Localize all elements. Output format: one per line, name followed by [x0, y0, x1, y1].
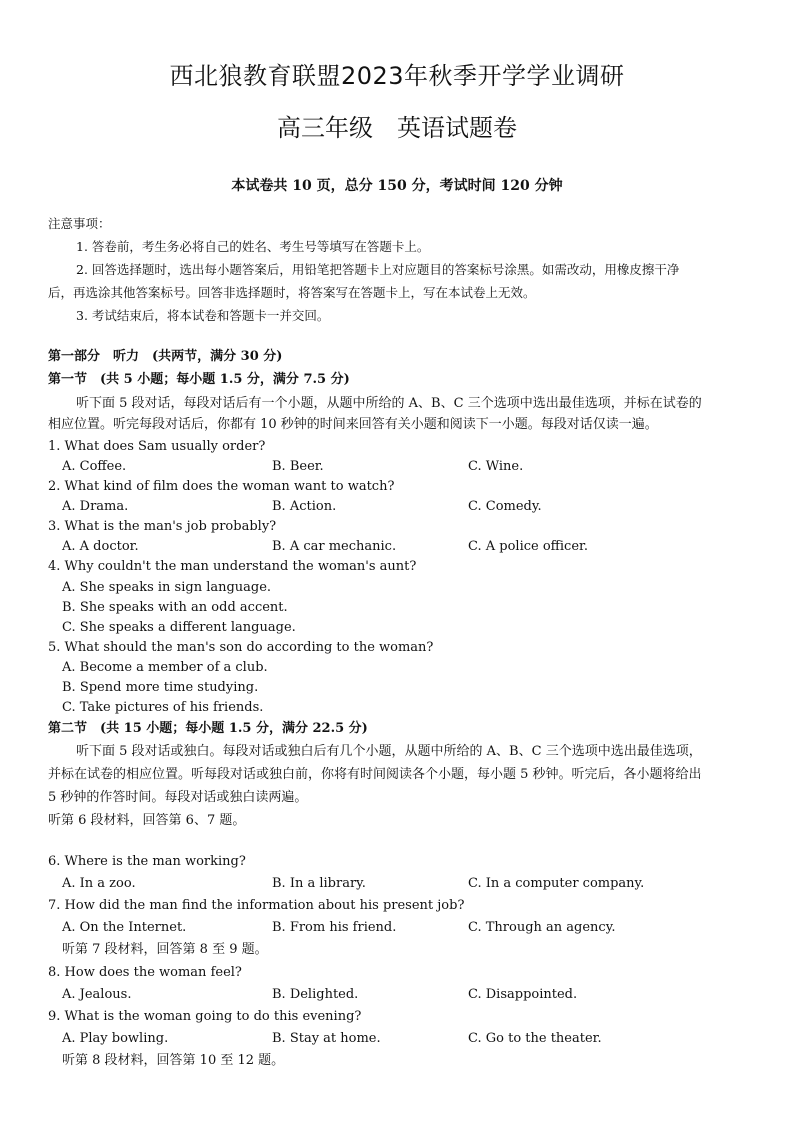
option-b: B. From his friend.	[272, 920, 397, 935]
section2-instructions: 听下面 5 段对话或独白。每段对话或独白后有几个小题，从题中所给的 A、B、C 三个选项中选出最佳选项，	[76, 744, 702, 759]
section1-heading: 第一节 (共 5 小题；每小题 1.5 分，满分 7.5 分)	[48, 372, 350, 387]
option-b: B. Delighted.	[272, 987, 359, 1002]
option-b: B. She speaks with an odd accent.	[62, 600, 288, 615]
option-c: C. Wine.	[468, 459, 524, 474]
option-a: A. On the Internet.	[62, 920, 187, 935]
option-c: C. She speaks a different language.	[62, 620, 296, 635]
question-stem: 9. What is the woman going to do this evening?	[48, 1009, 362, 1024]
question-stem: 3. What is the man's job probably?	[48, 519, 277, 534]
option-c: C. Go to the theater.	[468, 1031, 602, 1046]
option-b: B. Spend more time studying.	[62, 680, 259, 695]
option-a: A. In a zoo.	[62, 876, 136, 891]
option-b: B. A car mechanic.	[272, 539, 397, 554]
exam-grade-subject: 高三年级 英语试题卷	[277, 114, 517, 142]
option-b: B. Action.	[272, 499, 337, 514]
material-note: 听第 7 段材料，回答第 8 至 9 题。	[62, 942, 268, 957]
exam-title: 西北狼教育联盟2023年秋季开学学业调研	[169, 62, 625, 90]
option-c: C. Disappointed.	[468, 987, 578, 1002]
section1-instructions: 听下面 5 段对话，每段对话后有一个小题，从题中所给的 A、B、C 三个选项中选出最佳选项，并标在试卷的	[76, 396, 702, 411]
option-a: A. Coffee.	[62, 459, 127, 474]
question-stem: 5. What should the man's son do according to the woman?	[48, 640, 434, 655]
question-stem: 4. Why couldn't the man understand the woman's aunt?	[48, 559, 417, 574]
notes-item: 2. 回答选择题时，选出每小题答案后，用铅笔把答题卡上对应题目的答案标号涂黑。如需改动，用橡皮擦干净	[76, 262, 680, 277]
question-stem: 7. How did the man find the information about his present job?	[48, 898, 465, 913]
notes-heading: 注意事项：	[48, 216, 111, 231]
question-stem: 8. How does the woman feel?	[48, 965, 242, 980]
notes-item: 后，再选涂其他答案标号。回答非选择题时，将答案写在答题卡上，写在本试卷上无效。	[48, 285, 536, 300]
section2-instructions: 5 秒钟的作答时间。每段对话或独白读两遍。	[48, 790, 308, 805]
option-a: A. Drama.	[62, 499, 129, 514]
question-stem: 1. What does Sam usually order?	[48, 439, 266, 454]
option-c: C. Comedy.	[468, 499, 542, 514]
option-b: B. Stay at home.	[272, 1031, 381, 1046]
section1-instructions: 相应位置。听完每段对话后，你都有 10 秒钟的时间来回答有关小题和阅读下一小题。每段对话仅读一遍。	[48, 417, 658, 432]
section2-instructions: 并标在试卷的相应位置。听每段对话或独白前，你将有时间阅读各个小题，每小题 5 秒钟。听完后，各小题将给出	[48, 767, 702, 782]
material-note: 听第 8 段材料，回答第 10 至 12 题。	[62, 1053, 285, 1068]
part1-heading: 第一部分 听力 (共两节，满分 30 分)	[48, 349, 283, 364]
option-a: A. Become a member of a club.	[62, 660, 268, 675]
option-c: C. In a computer company.	[468, 876, 645, 891]
option-a: A. She speaks in sign language.	[62, 580, 272, 595]
option-c: C. Take pictures of his friends.	[62, 700, 264, 715]
notes-item: 1. 答卷前，考生务必将自己的姓名、考生号等填写在答题卡上。	[76, 239, 430, 254]
option-b: B. Beer.	[272, 459, 324, 474]
question-stem: 2. What kind of film does the woman want to watch?	[48, 479, 395, 494]
option-a: A. A doctor.	[62, 539, 139, 554]
option-c: C. A police officer.	[468, 539, 588, 554]
material-note: 听第 6 段材料，回答第 6、7 题。	[48, 813, 246, 828]
option-b: B. In a library.	[272, 876, 366, 891]
exam-info: 本试卷共 10 页，总分 150 分，考试时间 120 分钟	[231, 178, 563, 194]
notes-item: 3. 考试结束后，将本试卷和答题卡一并交回。	[76, 308, 330, 323]
section2-heading: 第二节 (共 15 小题；每小题 1.5 分，满分 22.5 分)	[48, 721, 368, 736]
option-a: A. Play bowling.	[62, 1031, 169, 1046]
question-stem: 6. Where is the man working?	[48, 854, 246, 869]
option-a: A. Jealous.	[62, 987, 132, 1002]
option-c: C. Through an agency.	[468, 920, 616, 935]
